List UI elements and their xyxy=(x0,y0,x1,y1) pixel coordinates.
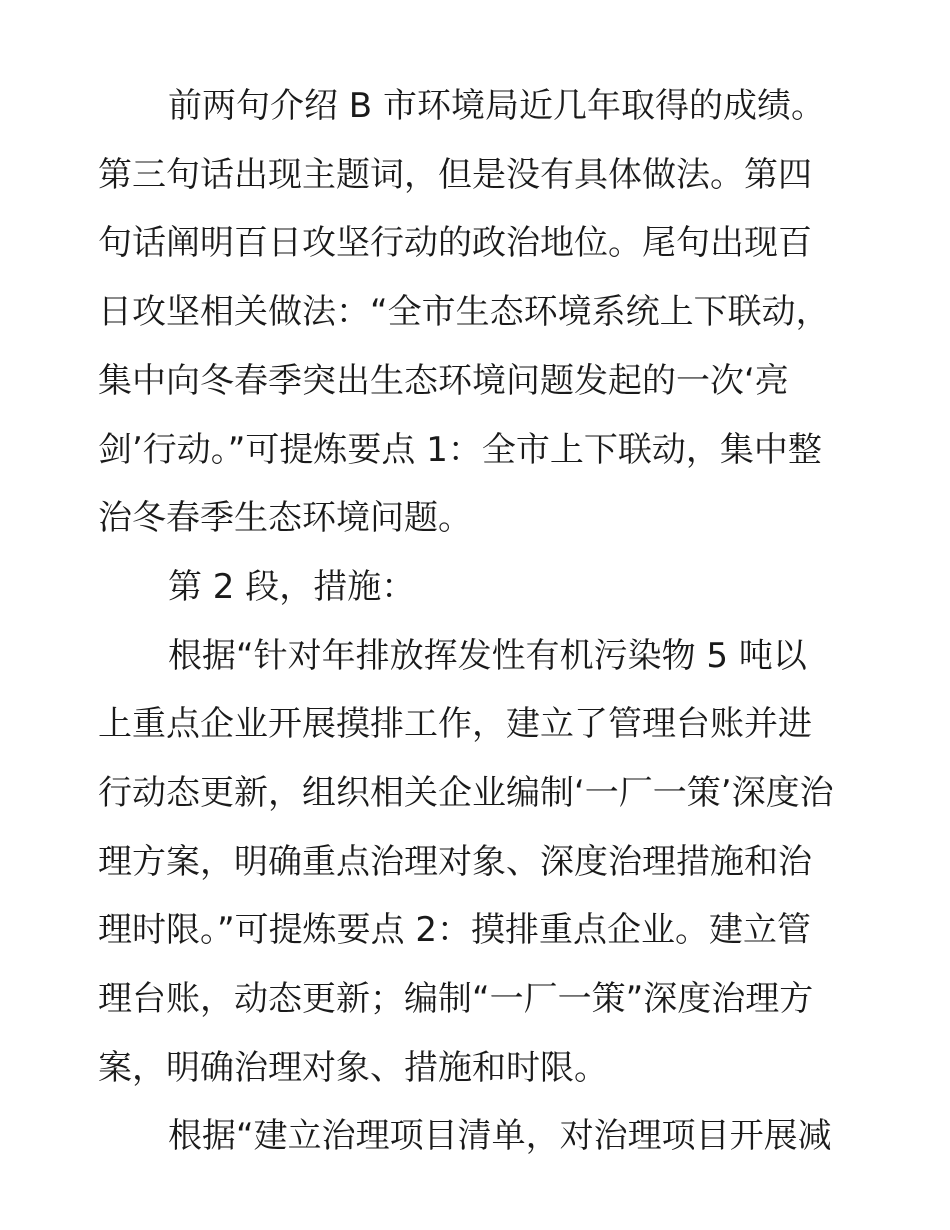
text-line: 行动态更新，组织相关企业编制‘一厂一策’深度治 xyxy=(98,773,834,813)
section-heading: 第 2 段，措施： xyxy=(168,567,416,607)
text-line: 集中向冬春季突出生态环境问题发起的一次‘亮 xyxy=(98,361,789,401)
text-line: 理时限。”可提炼要点 2：摸排重点企业。建立管 xyxy=(98,910,812,950)
text-line: 前两句介绍 B 市环境局近几年取得的成绩。 xyxy=(168,86,825,126)
text-line: 句话阐明百日攻坚行动的政治地位。尾句出现百 xyxy=(98,223,812,263)
text-line: 案，明确治理对象、措施和时限。 xyxy=(98,1048,608,1088)
text-line: 日攻坚相关做法：“全市生态环境系统上下联动， xyxy=(98,292,830,332)
text-line: 根据“针对年排放挥发性有机污染物 5 吨以 xyxy=(168,636,807,676)
text-line: 根据“建立治理项目清单，对治理项目开展减 xyxy=(168,1116,832,1156)
text-line: 理台账，动态更新；编制“一厂一策”深度治理方 xyxy=(98,979,814,1019)
text-line: 治冬春季生态环境问题。 xyxy=(98,498,472,538)
text-line: 理方案，明确重点治理对象、深度治理措施和治 xyxy=(98,842,812,882)
text-line: 第三句话出现主题词，但是没有具体做法。第四 xyxy=(98,155,812,195)
document-page xyxy=(98,0,858,1230)
text-line: 剑’行动。”可提炼要点 1：全市上下联动，集中整 xyxy=(98,430,822,470)
text-line: 上重点企业开展摸排工作，建立了管理台账并进 xyxy=(98,704,812,744)
